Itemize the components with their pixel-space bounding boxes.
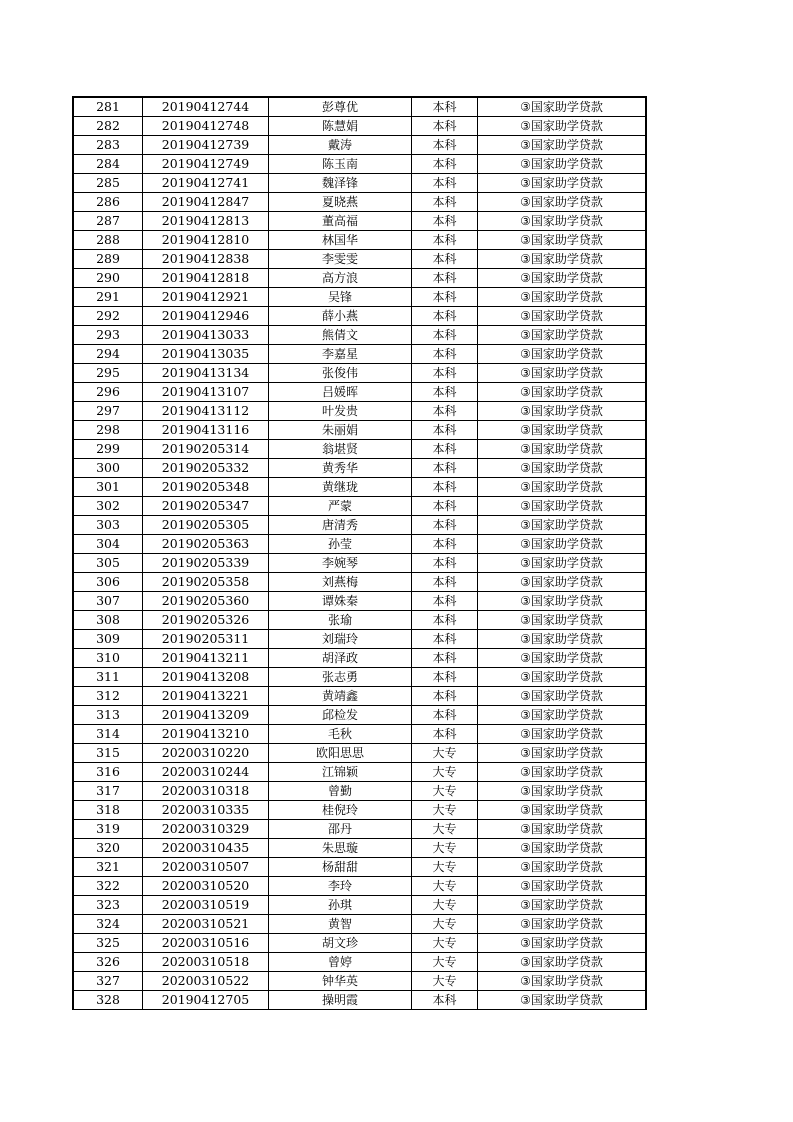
aid-type-cell: ③国家助学贷款 [478,896,647,915]
row-number-cell: 287 [73,212,143,231]
education-level-cell: 本科 [412,516,478,535]
aid-type-cell: ③国家助学贷款 [478,554,647,573]
student-name-cell: 林国华 [269,231,412,250]
student-id-cell: 20200310507 [143,858,269,877]
aid-type-cell: ③国家助学贷款 [478,288,647,307]
student-id-cell: 20200310329 [143,820,269,839]
table-row [73,269,646,288]
education-level-cell: 本科 [412,649,478,668]
student-id-cell: 20190412739 [143,136,269,155]
student-id-cell: 20200310522 [143,972,269,991]
education-level-cell: 本科 [412,630,478,649]
table-row [73,155,646,174]
education-level-cell: 本科 [412,364,478,383]
student-name-cell: 钟华英 [269,972,412,991]
table-row [73,440,646,459]
student-name-cell: 欧阳思思 [269,744,412,763]
row-number-cell: 313 [73,706,143,725]
education-level-cell: 大专 [412,934,478,953]
education-level-cell: 本科 [412,478,478,497]
student-id-cell: 20200310435 [143,839,269,858]
table-row [73,326,646,345]
row-number-cell: 327 [73,972,143,991]
table-row [73,231,646,250]
student-name-cell: 胡文珍 [269,934,412,953]
education-level-cell: 大专 [412,763,478,782]
aid-type-cell: ③国家助学贷款 [478,136,647,155]
education-level-cell: 本科 [412,212,478,231]
row-number-cell: 293 [73,326,143,345]
table-row [73,991,646,1010]
education-level-cell: 本科 [412,383,478,402]
table-row [73,972,646,991]
education-level-cell: 本科 [412,668,478,687]
aid-type-cell: ③国家助学贷款 [478,877,647,896]
aid-type-cell: ③国家助学贷款 [478,630,647,649]
table-row [73,97,646,117]
student-name-cell: 刘燕梅 [269,573,412,592]
student-id-cell: 20200310520 [143,877,269,896]
student-id-cell: 20190205326 [143,611,269,630]
student-name-cell: 朱丽娟 [269,421,412,440]
student-name-cell: 李玲 [269,877,412,896]
aid-type-cell: ③国家助学贷款 [478,497,647,516]
student-id-cell: 20190205314 [143,440,269,459]
student-name-cell: 翁堪贤 [269,440,412,459]
table-row [73,535,646,554]
student-name-cell: 李雯雯 [269,250,412,269]
student-id-cell: 20200310519 [143,896,269,915]
table-row [73,611,646,630]
row-number-cell: 311 [73,668,143,687]
student-id-cell: 20200310244 [143,763,269,782]
student-name-cell: 陈慧娟 [269,117,412,136]
aid-type-cell: ③国家助学贷款 [478,155,647,174]
student-id-cell: 20200310521 [143,915,269,934]
aid-type-cell: ③国家助学贷款 [478,611,647,630]
student-id-cell: 20190413107 [143,383,269,402]
student-name-cell: 江锦颖 [269,763,412,782]
table-row [73,782,646,801]
education-level-cell: 本科 [412,725,478,744]
aid-type-cell: ③国家助学贷款 [478,953,647,972]
table-row [73,364,646,383]
table-row [73,554,646,573]
education-level-cell: 本科 [412,440,478,459]
table-row [73,174,646,193]
student-name-cell: 叶发贵 [269,402,412,421]
row-number-cell: 318 [73,801,143,820]
student-id-cell: 20200310516 [143,934,269,953]
student-id-cell: 20190412749 [143,155,269,174]
student-id-cell: 20190412838 [143,250,269,269]
row-number-cell: 306 [73,573,143,592]
student-id-cell: 20190413210 [143,725,269,744]
aid-type-cell: ③国家助学贷款 [478,326,647,345]
row-number-cell: 308 [73,611,143,630]
row-number-cell: 310 [73,649,143,668]
education-level-cell: 本科 [412,497,478,516]
student-id-cell: 20200310220 [143,744,269,763]
student-id-cell: 20190413209 [143,706,269,725]
education-level-cell: 大专 [412,858,478,877]
student-id-cell: 20190413208 [143,668,269,687]
row-number-cell: 291 [73,288,143,307]
row-number-cell: 301 [73,478,143,497]
student-id-cell: 20190205358 [143,573,269,592]
education-level-cell: 本科 [412,345,478,364]
aid-type-cell: ③国家助学贷款 [478,782,647,801]
row-number-cell: 285 [73,174,143,193]
student-id-cell: 20190412744 [143,97,269,117]
table-row [73,668,646,687]
row-number-cell: 303 [73,516,143,535]
aid-type-cell: ③国家助学贷款 [478,174,647,193]
table-row [73,402,646,421]
student-name-cell: 熊倩文 [269,326,412,345]
row-number-cell: 326 [73,953,143,972]
education-level-cell: 大专 [412,820,478,839]
student-name-cell: 李婉琴 [269,554,412,573]
student-name-cell: 夏晓燕 [269,193,412,212]
student-id-cell: 20190413134 [143,364,269,383]
student-id-cell: 20190205311 [143,630,269,649]
table-row [73,801,646,820]
row-number-cell: 286 [73,193,143,212]
student-name-cell: 毛秋 [269,725,412,744]
row-number-cell: 309 [73,630,143,649]
education-level-cell: 本科 [412,459,478,478]
education-level-cell: 大专 [412,801,478,820]
aid-type-cell: ③国家助学贷款 [478,763,647,782]
aid-type-cell: ③国家助学贷款 [478,687,647,706]
table-row [73,459,646,478]
education-level-cell: 大专 [412,744,478,763]
education-level-cell: 本科 [412,402,478,421]
table-row [73,136,646,155]
aid-type-cell: ③国家助学贷款 [478,820,647,839]
student-id-cell: 20190205360 [143,592,269,611]
table-row [73,421,646,440]
student-id-cell: 20190412748 [143,117,269,136]
table-row [73,896,646,915]
education-level-cell: 本科 [412,269,478,288]
student-id-cell: 20190205332 [143,459,269,478]
row-number-cell: 321 [73,858,143,877]
student-id-cell: 20200310518 [143,953,269,972]
aid-type-cell: ③国家助学贷款 [478,421,647,440]
table-row [73,725,646,744]
student-id-cell: 20190205347 [143,497,269,516]
table-row [73,839,646,858]
aid-type-cell: ③国家助学贷款 [478,440,647,459]
education-level-cell: 本科 [412,288,478,307]
student-name-cell: 张志勇 [269,668,412,687]
table-row [73,687,646,706]
student-name-cell: 薛小燕 [269,307,412,326]
student-id-cell: 20190412946 [143,307,269,326]
row-number-cell: 296 [73,383,143,402]
row-number-cell: 305 [73,554,143,573]
table-row [73,573,646,592]
row-number-cell: 298 [73,421,143,440]
student-id-cell: 20190412847 [143,193,269,212]
education-level-cell: 本科 [412,307,478,326]
table-row [73,592,646,611]
row-number-cell: 289 [73,250,143,269]
table-row [73,744,646,763]
student-id-cell: 20190205348 [143,478,269,497]
student-name-cell: 孙莹 [269,535,412,554]
aid-type-cell: ③国家助学贷款 [478,934,647,953]
row-number-cell: 317 [73,782,143,801]
table-row [73,915,646,934]
student-id-cell: 20190413035 [143,345,269,364]
table-row [73,288,646,307]
student-name-cell: 高方浪 [269,269,412,288]
aid-type-cell: ③国家助学贷款 [478,402,647,421]
education-level-cell: 本科 [412,687,478,706]
aid-type-cell: ③国家助学贷款 [478,117,647,136]
student-name-cell: 黄智 [269,915,412,934]
row-number-cell: 320 [73,839,143,858]
student-name-cell: 刘瑞玲 [269,630,412,649]
student-id-cell: 20190205305 [143,516,269,535]
education-level-cell: 本科 [412,535,478,554]
row-number-cell: 325 [73,934,143,953]
education-level-cell: 本科 [412,611,478,630]
table-row [73,763,646,782]
education-level-cell: 大专 [412,896,478,915]
student-name-cell: 董高福 [269,212,412,231]
student-name-cell: 魏泽锋 [269,174,412,193]
aid-type-cell: ③国家助学贷款 [478,459,647,478]
row-number-cell: 319 [73,820,143,839]
aid-type-cell: ③国家助学贷款 [478,478,647,497]
row-number-cell: 323 [73,896,143,915]
row-number-cell: 307 [73,592,143,611]
row-number-cell: 292 [73,307,143,326]
student-id-cell: 20190413211 [143,649,269,668]
table-row [73,630,646,649]
student-name-cell: 邱检发 [269,706,412,725]
table-row [73,383,646,402]
row-number-cell: 283 [73,136,143,155]
table-row [73,820,646,839]
student-name-cell: 唐清秀 [269,516,412,535]
student-name-cell: 张俊伟 [269,364,412,383]
student-name-cell: 曾婷 [269,953,412,972]
table-row [73,212,646,231]
aid-type-cell: ③国家助学贷款 [478,231,647,250]
education-level-cell: 本科 [412,421,478,440]
student-id-cell: 20190412810 [143,231,269,250]
table-row [73,117,646,136]
row-number-cell: 328 [73,991,143,1010]
row-number-cell: 299 [73,440,143,459]
aid-type-cell: ③国家助学贷款 [478,668,647,687]
student-name-cell: 曾勤 [269,782,412,801]
aid-type-cell: ③国家助学贷款 [478,516,647,535]
aid-type-cell: ③国家助学贷款 [478,706,647,725]
student-name-cell: 黄秀华 [269,459,412,478]
student-name-cell: 操明霞 [269,991,412,1010]
education-level-cell: 本科 [412,136,478,155]
student-name-cell: 陈玉南 [269,155,412,174]
row-number-cell: 294 [73,345,143,364]
education-level-cell: 本科 [412,991,478,1010]
student-id-cell: 20190205339 [143,554,269,573]
row-number-cell: 290 [73,269,143,288]
table-row [73,478,646,497]
education-level-cell: 本科 [412,573,478,592]
education-level-cell: 大专 [412,877,478,896]
student-id-cell: 20200310318 [143,782,269,801]
row-number-cell: 302 [73,497,143,516]
student-loan-table [72,96,647,1010]
student-id-cell: 20190205363 [143,535,269,554]
table-row [73,193,646,212]
student-name-cell: 孙琪 [269,896,412,915]
table-row [73,706,646,725]
table-row [73,953,646,972]
student-name-cell: 吴锋 [269,288,412,307]
student-name-cell: 戴涛 [269,136,412,155]
aid-type-cell: ③国家助学贷款 [478,535,647,554]
student-id-cell: 20190413221 [143,687,269,706]
student-id-cell: 20190413116 [143,421,269,440]
table-row [73,877,646,896]
row-number-cell: 281 [73,97,143,117]
table-row [73,497,646,516]
education-level-cell: 本科 [412,250,478,269]
aid-type-cell: ③国家助学贷款 [478,801,647,820]
aid-type-cell: ③国家助学贷款 [478,991,647,1010]
student-id-cell: 20190412818 [143,269,269,288]
education-level-cell: 本科 [412,155,478,174]
row-number-cell: 322 [73,877,143,896]
aid-type-cell: ③国家助学贷款 [478,383,647,402]
student-id-cell: 20200310335 [143,801,269,820]
student-name-cell: 胡泽政 [269,649,412,668]
row-number-cell: 324 [73,915,143,934]
education-level-cell: 本科 [412,706,478,725]
education-level-cell: 本科 [412,97,478,117]
student-name-cell: 邵丹 [269,820,412,839]
row-number-cell: 314 [73,725,143,744]
student-name-cell: 谭姝秦 [269,592,412,611]
table-row [73,516,646,535]
student-id-cell: 20190412741 [143,174,269,193]
table-row [73,934,646,953]
student-id-cell: 20190412705 [143,991,269,1010]
aid-type-cell: ③国家助学贷款 [478,744,647,763]
row-number-cell: 300 [73,459,143,478]
education-level-cell: 本科 [412,117,478,136]
student-name-cell: 严蒙 [269,497,412,516]
row-number-cell: 315 [73,744,143,763]
aid-type-cell: ③国家助学贷款 [478,97,647,117]
aid-type-cell: ③国家助学贷款 [478,649,647,668]
row-number-cell: 316 [73,763,143,782]
aid-type-cell: ③国家助学贷款 [478,592,647,611]
education-level-cell: 本科 [412,174,478,193]
aid-type-cell: ③国家助学贷款 [478,915,647,934]
aid-type-cell: ③国家助学贷款 [478,725,647,744]
table-row [73,345,646,364]
aid-type-cell: ③国家助学贷款 [478,364,647,383]
aid-type-cell: ③国家助学贷款 [478,972,647,991]
aid-type-cell: ③国家助学贷款 [478,839,647,858]
row-number-cell: 304 [73,535,143,554]
row-number-cell: 312 [73,687,143,706]
aid-type-cell: ③国家助学贷款 [478,858,647,877]
student-name-cell: 彭尊优 [269,97,412,117]
education-level-cell: 本科 [412,231,478,250]
education-level-cell: 大专 [412,915,478,934]
aid-type-cell: ③国家助学贷款 [478,193,647,212]
row-number-cell: 284 [73,155,143,174]
student-name-cell: 张瑜 [269,611,412,630]
student-name-cell: 李嘉星 [269,345,412,364]
student-id-cell: 20190412813 [143,212,269,231]
aid-type-cell: ③国家助学贷款 [478,345,647,364]
row-number-cell: 282 [73,117,143,136]
student-name-cell: 杨甜甜 [269,858,412,877]
table-row [73,858,646,877]
row-number-cell: 297 [73,402,143,421]
education-level-cell: 大专 [412,782,478,801]
education-level-cell: 本科 [412,193,478,212]
aid-type-cell: ③国家助学贷款 [478,573,647,592]
student-name-cell: 黄靖鑫 [269,687,412,706]
student-name-cell: 黄继珑 [269,478,412,497]
student-name-cell: 吕媛晖 [269,383,412,402]
education-level-cell: 大专 [412,953,478,972]
row-number-cell: 288 [73,231,143,250]
education-level-cell: 大专 [412,839,478,858]
aid-type-cell: ③国家助学贷款 [478,250,647,269]
student-id-cell: 20190413033 [143,326,269,345]
table-body [73,97,646,1010]
aid-type-cell: ③国家助学贷款 [478,307,647,326]
student-id-cell: 20190413112 [143,402,269,421]
education-level-cell: 大专 [412,972,478,991]
education-level-cell: 本科 [412,326,478,345]
aid-type-cell: ③国家助学贷款 [478,212,647,231]
table-row [73,307,646,326]
row-number-cell: 295 [73,364,143,383]
table-row [73,649,646,668]
education-level-cell: 本科 [412,592,478,611]
aid-type-cell: ③国家助学贷款 [478,269,647,288]
student-name-cell: 朱思璇 [269,839,412,858]
education-level-cell: 本科 [412,554,478,573]
student-name-cell: 桂倪玲 [269,801,412,820]
student-id-cell: 20190412921 [143,288,269,307]
table-row [73,250,646,269]
